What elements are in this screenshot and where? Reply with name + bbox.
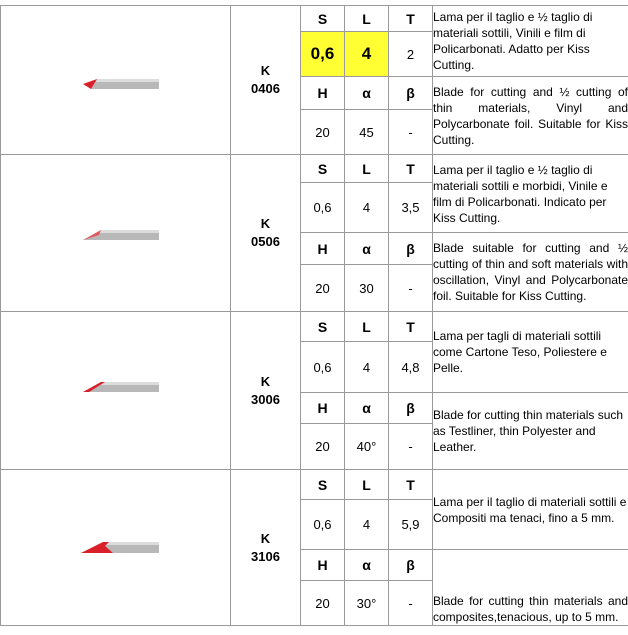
blade-k0406-icon [79, 76, 159, 92]
param-header-alpha: α [345, 550, 389, 581]
blade-code-letter: K [260, 63, 271, 78]
description-italian: Lama per il taglio e ½ taglio di materiali sottili, Vinili e film di Policarbonati. Adatto per Kiss Cutting. [433, 6, 628, 77]
param-value-alpha: 45 [345, 110, 389, 155]
blade-image-cell [1, 470, 231, 626]
param-header-beta: β [389, 393, 433, 424]
blade-code-number: 3006 [251, 391, 280, 407]
blade-code-letter: K [260, 216, 271, 231]
param-value-l: 4 [345, 342, 389, 393]
param-header-h: H [301, 77, 345, 110]
param-header-t: T [389, 155, 433, 183]
param-header-h: H [301, 393, 345, 424]
param-header-s: S [301, 155, 345, 183]
param-value-alpha: 30 [345, 265, 389, 312]
param-value-h: 20 [301, 581, 345, 626]
param-header-beta: β [389, 233, 433, 265]
blade-k0506-icon [79, 227, 159, 243]
param-value-t: 3,5 [389, 183, 433, 233]
blade-code [231, 312, 301, 470]
param-value-h: 20 [301, 424, 345, 470]
param-header-alpha: α [345, 77, 389, 110]
param-header-l: L [345, 470, 389, 500]
blade-image-cell [1, 155, 231, 312]
param-value-l: 4 [345, 32, 389, 77]
blade-image-cell [1, 312, 231, 470]
param-header-t: T [389, 470, 433, 500]
description-italian: Lama per il taglio di materiali sottili e Compositi ma tenaci, fino a 5 mm. [433, 470, 628, 550]
blade-code [231, 6, 301, 155]
param-header-t: T [389, 312, 433, 342]
param-header-beta: β [389, 77, 433, 110]
blade-row-k3106-top [1, 470, 628, 500]
blade-row-k0506-top [1, 155, 628, 183]
param-header-s: S [301, 312, 345, 342]
param-value-beta: - [389, 581, 433, 626]
description-italian: Lama per il taglio e ½ taglio di materiali sottili e morbidi, Vinile e film di Policarbonati. Indicato per Kiss Cutting. [433, 155, 628, 233]
param-value-h: 20 [301, 265, 345, 312]
param-value-s: 0,6 [301, 32, 345, 77]
param-value-beta: - [389, 424, 433, 470]
param-value-s: 0,6 [301, 183, 345, 233]
blade-code-number: 0406 [251, 81, 280, 96]
blade-code-letter: K [260, 373, 271, 389]
param-value-alpha: 40° [345, 424, 389, 470]
blade-code [231, 470, 301, 626]
param-value-t: 5,9 [389, 500, 433, 550]
param-header-alpha: α [345, 233, 389, 265]
blade-spec-table [0, 5, 628, 626]
blade-code-letter: K [260, 530, 271, 546]
blade-k3006-icon [79, 379, 159, 395]
description-italian: Lama per tagli di materiali sottili come Cartone Teso, Poliestere e Pelle. [433, 312, 628, 393]
param-value-beta: - [389, 110, 433, 155]
param-value-s: 0,6 [301, 500, 345, 550]
param-header-s: S [301, 470, 345, 500]
description-english: Blade for cutting thin materials and composites,tenacious, up to 5 mm. [433, 550, 628, 626]
param-value-t: 4,8 [389, 342, 433, 393]
description-english: Blade suitable for cutting and ½ cutting of thin and soft materials with oscillation, Vinyl and Polycarbonate foil. Suitable for Kiss Cutting. [433, 233, 628, 312]
blade-row-k0406-top [1, 6, 628, 32]
blade-code-number: 3106 [251, 548, 280, 564]
blade-row-k3006-top [1, 312, 628, 342]
blade-code-number: 0506 [251, 234, 280, 249]
param-value-beta: - [389, 265, 433, 312]
param-header-beta: β [389, 550, 433, 581]
description-english: Blade for cutting thin materials such as Testliner, thin Polyester and Leather. [433, 393, 628, 470]
param-value-s: 0,6 [301, 342, 345, 393]
param-value-alpha: 30° [345, 581, 389, 626]
param-header-s: S [301, 6, 345, 32]
blade-image-cell [1, 6, 231, 155]
param-value-t: 2 [389, 32, 433, 77]
param-value-h: 20 [301, 110, 345, 155]
param-header-h: H [301, 233, 345, 265]
param-header-l: L [345, 6, 389, 32]
description-english: Blade for cutting and ½ cutting of thin materials, Vinyl and Polycarbonate foil. Suitable for Kiss Cutting. [433, 77, 628, 155]
param-header-l: L [345, 155, 389, 183]
blade-code [231, 155, 301, 312]
param-header-alpha: α [345, 393, 389, 424]
param-value-l: 4 [345, 500, 389, 550]
param-header-t: T [389, 6, 433, 32]
param-header-l: L [345, 312, 389, 342]
param-header-h: H [301, 550, 345, 581]
param-value-l: 4 [345, 183, 389, 233]
blade-k3106-icon [79, 540, 159, 556]
